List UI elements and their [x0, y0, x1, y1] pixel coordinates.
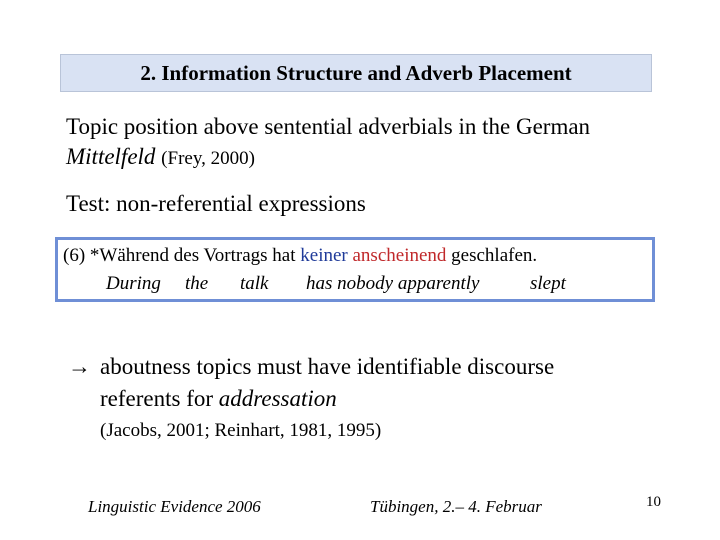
right-arrow-icon: → [68, 354, 91, 379]
example-part1: Während des Vortrags hat [99, 245, 301, 266]
gloss-during: During [106, 273, 161, 294]
example-part2: geschlafen. [451, 245, 538, 266]
topic-line-1 [66, 114, 590, 140]
conclusion-text-1: aboutness topics must have identifiable discourse [100, 354, 555, 379]
footer-center: Tübingen, 2.– 4. Februar [370, 497, 542, 516]
slide-title: 2. Information Structure and Adverb Placement [140, 60, 572, 85]
word-keiner: keiner [300, 245, 348, 266]
example-number: (6) * [63, 245, 100, 266]
conclusion-text-2: referents for [100, 386, 219, 411]
topic-line-2 [66, 144, 255, 170]
addressation-term: addressation [218, 386, 337, 411]
conclusion-line-2 [100, 386, 337, 412]
example-sentence [63, 245, 537, 267]
conclusion-line-1 [68, 354, 554, 380]
topic-text: Topic position above sentential adverbials in the German [66, 114, 591, 139]
frey-citation: (Frey, 2000) [161, 148, 255, 169]
example-box [55, 237, 655, 302]
gloss-slept: slept [530, 273, 566, 294]
gloss-has-nobody-apparently: has nobody apparently [306, 273, 480, 294]
test-heading: Test: non-referential expressions [66, 191, 366, 216]
page-number: 10 [646, 494, 661, 510]
gloss-talk: talk [240, 273, 269, 294]
gloss-the: the [185, 273, 209, 294]
word-anscheinend: anscheinend [352, 245, 447, 266]
footer-left: Linguistic Evidence 2006 [88, 497, 261, 516]
mittelfeld-term: Mittelfeld [66, 144, 156, 169]
conclusion-citation: (Jacobs, 2001; Reinhart, 1981, 1995) [100, 420, 382, 441]
slide-title-bar [60, 54, 652, 92]
